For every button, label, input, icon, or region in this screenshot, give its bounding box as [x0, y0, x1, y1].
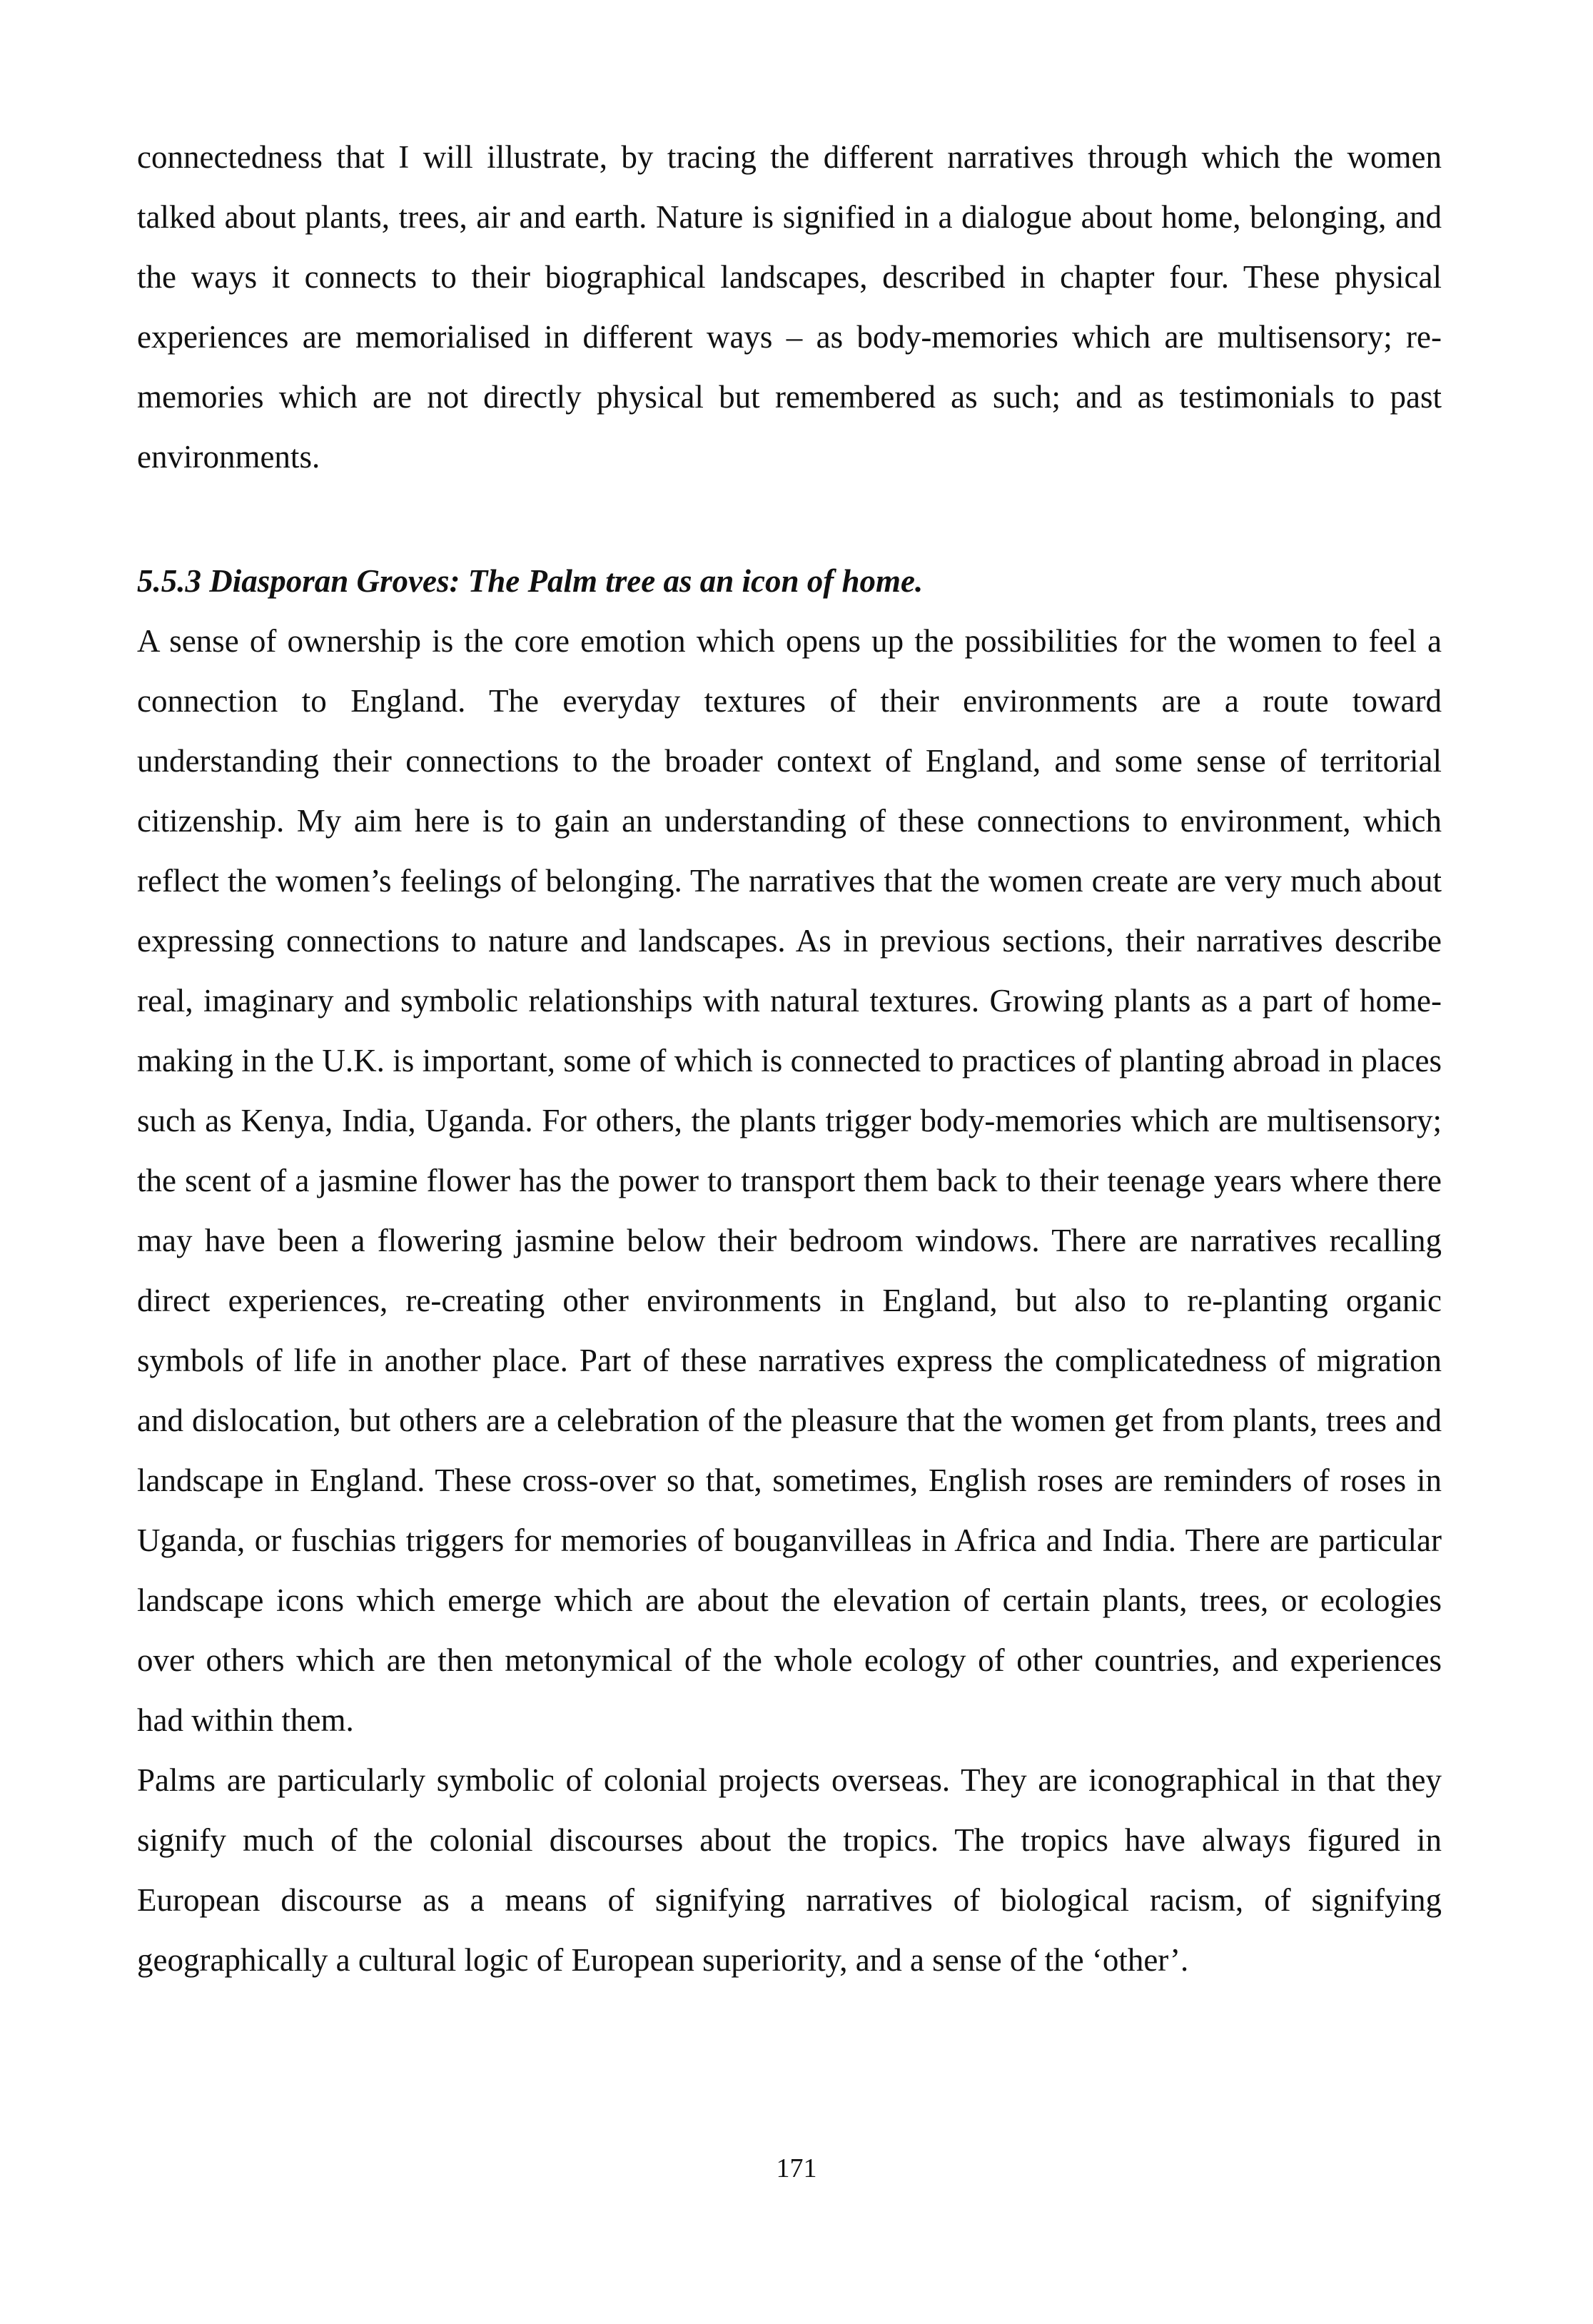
- page-number: 171: [776, 2153, 817, 2183]
- section-heading: 5.5.3 Diasporan Groves: The Palm tree as an icon of home.: [137, 563, 924, 599]
- paragraph-ownership: A sense of ownership is the core emotion which opens up the possibilities for the women to feel a connection to England. The everyday textures of their environments are a route toward understanding their connections to the broader context of England, and some sense of territorial citizenship. My aim here is to gain an understanding of these connections to environment, which reflect the women’s feelings of belonging. The narratives that the women create are very much about expressing connections to nature and landscapes. As in previous sections, their narratives describe real, imaginary and symbolic relationships with natural textures. Growing plants as a part of home-making in the U.K. is important, some of which is connected to practices of planting abroad in places such as Kenya, India, Uganda. For others, the plants trigger body-memories which are multisensory; the scent of a jasmine flower has the power to transport them back to their teenage years where there may have been a flowering jasmine below their bedroom windows. There are narratives recalling direct experiences, re-creating other environments in England, but also to re-planting organic symbols of life in another place. Part of these narratives express the complicatedness of migration and dislocation, but others are a celebration of the pleasure that the women get from plants, trees and landscape in England. These cross-over so that, sometimes, English roses are reminders of roses in Uganda, or fuschias triggers for memories of bouganvilleas in Africa and India. There are particular landscape icons which emerge which are about the elevation of certain plants, trees, or ecologies over others which are then metonymical of the whole ecology of other countries, and experiences had within them.: [137, 623, 1442, 1738]
- paragraph-palms: Palms are particularly symbolic of colonial projects overseas. They are iconographical in that they signify much of the colonial discourses about the tropics. The tropics have always figured in European discourse as a means of signifying narratives of biological racism, of signifying geographically a cultural logic of European superiority, and a sense of the ‘other’.: [137, 1762, 1442, 1978]
- paragraph-intro: connectedness that I will illustrate, by tracing the different narratives through which the women talked about plants, trees, air and earth. Nature is signified in a dialogue about home, belonging, and the ways it connects to their biographical landscapes, described in chapter four. These physical experiences are memorialised in different ways – as body-memories which are multisensory; re-memories which are not directly physical but remembered as such; and as testimonials to past environments.: [137, 139, 1442, 475]
- page-body: [137, 127, 1442, 1990]
